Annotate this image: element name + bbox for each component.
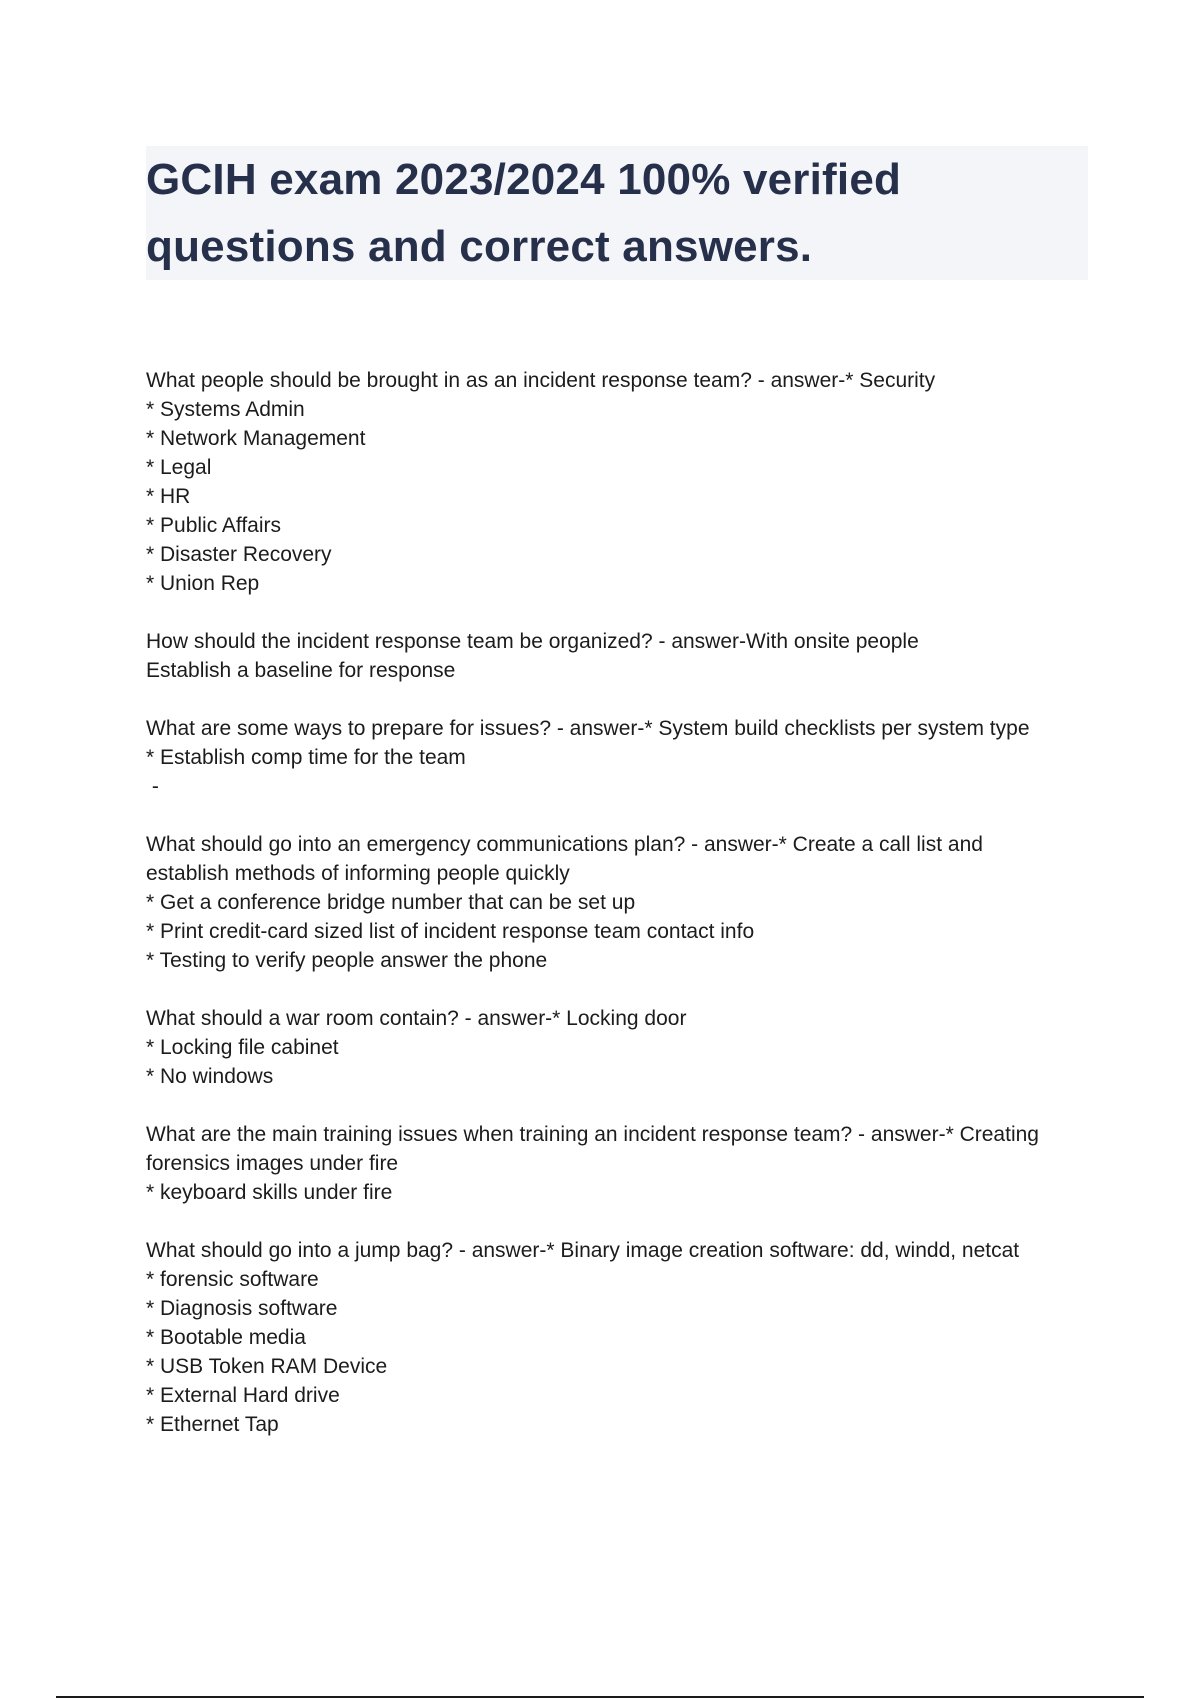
qa-block [146, 1236, 1096, 1439]
title-box [146, 146, 1088, 280]
answer-line: * forensic software [146, 1268, 319, 1291]
answer-line: * Network Management [146, 427, 366, 450]
answer-line: * Get a conference bridge number that can be set up [146, 891, 636, 914]
answer-line: * Diagnosis software [146, 1297, 338, 1320]
answer-line: * Bootable media [146, 1326, 306, 1349]
qa-block [146, 1004, 1096, 1091]
answer-line: * Public Affairs [146, 514, 282, 537]
qa-block [146, 714, 1096, 801]
question-line: What should go into a jump bag? - answer-* Binary image creation software: dd, windd, netcat [146, 1239, 1020, 1262]
answer-line: * Print credit-card sized list of incident response team contact info [146, 920, 755, 943]
answer-line: * No windows [146, 1065, 274, 1088]
qa-block [146, 366, 1096, 598]
page-title: GCIH exam 2023/2024 100% verified questions and correct answers. [146, 155, 902, 271]
answer-line: * keyboard skills under fire [146, 1181, 393, 1204]
answer-line: * USB Token RAM Device [146, 1355, 388, 1378]
question-line: What should a war room contain? - answer-* Locking door [146, 1007, 687, 1030]
answer-line: * Union Rep [146, 572, 260, 595]
answer-line: * Testing to verify people answer the phone [146, 949, 548, 972]
question-line: What people should be brought in as an incident response team? - answer-* Security [146, 369, 936, 392]
answer-line: forensics images under fire [146, 1152, 399, 1175]
answer-line: establish methods of informing people quickly [146, 862, 570, 885]
answer-line: * Establish comp time for the team [146, 746, 466, 769]
bottom-divider [56, 1696, 1144, 1698]
question-line: How should the incident response team be organized? - answer-With onsite people [146, 630, 919, 653]
answer-line: * Ethernet Tap [146, 1413, 279, 1436]
answer-line: - [146, 775, 159, 798]
qa-list [146, 366, 1096, 1468]
answer-line: * Disaster Recovery [146, 543, 332, 566]
qa-block [146, 627, 1096, 685]
question-line: What should go into an emergency communications plan? - answer-* Create a call list and [146, 833, 983, 856]
answer-line: * HR [146, 485, 191, 508]
answer-line: Establish a baseline for response [146, 659, 456, 682]
answer-line: * Locking file cabinet [146, 1036, 339, 1059]
answer-line: * Systems Admin [146, 398, 305, 421]
answer-line: * External Hard drive [146, 1384, 340, 1407]
question-line: What are some ways to prepare for issues? - answer-* System build checklists per system type [146, 717, 1030, 740]
qa-block [146, 1120, 1096, 1207]
question-line: What are the main training issues when training an incident response team? - answer-* Creating [146, 1123, 1039, 1146]
qa-block [146, 830, 1096, 975]
answer-line: * Legal [146, 456, 212, 479]
